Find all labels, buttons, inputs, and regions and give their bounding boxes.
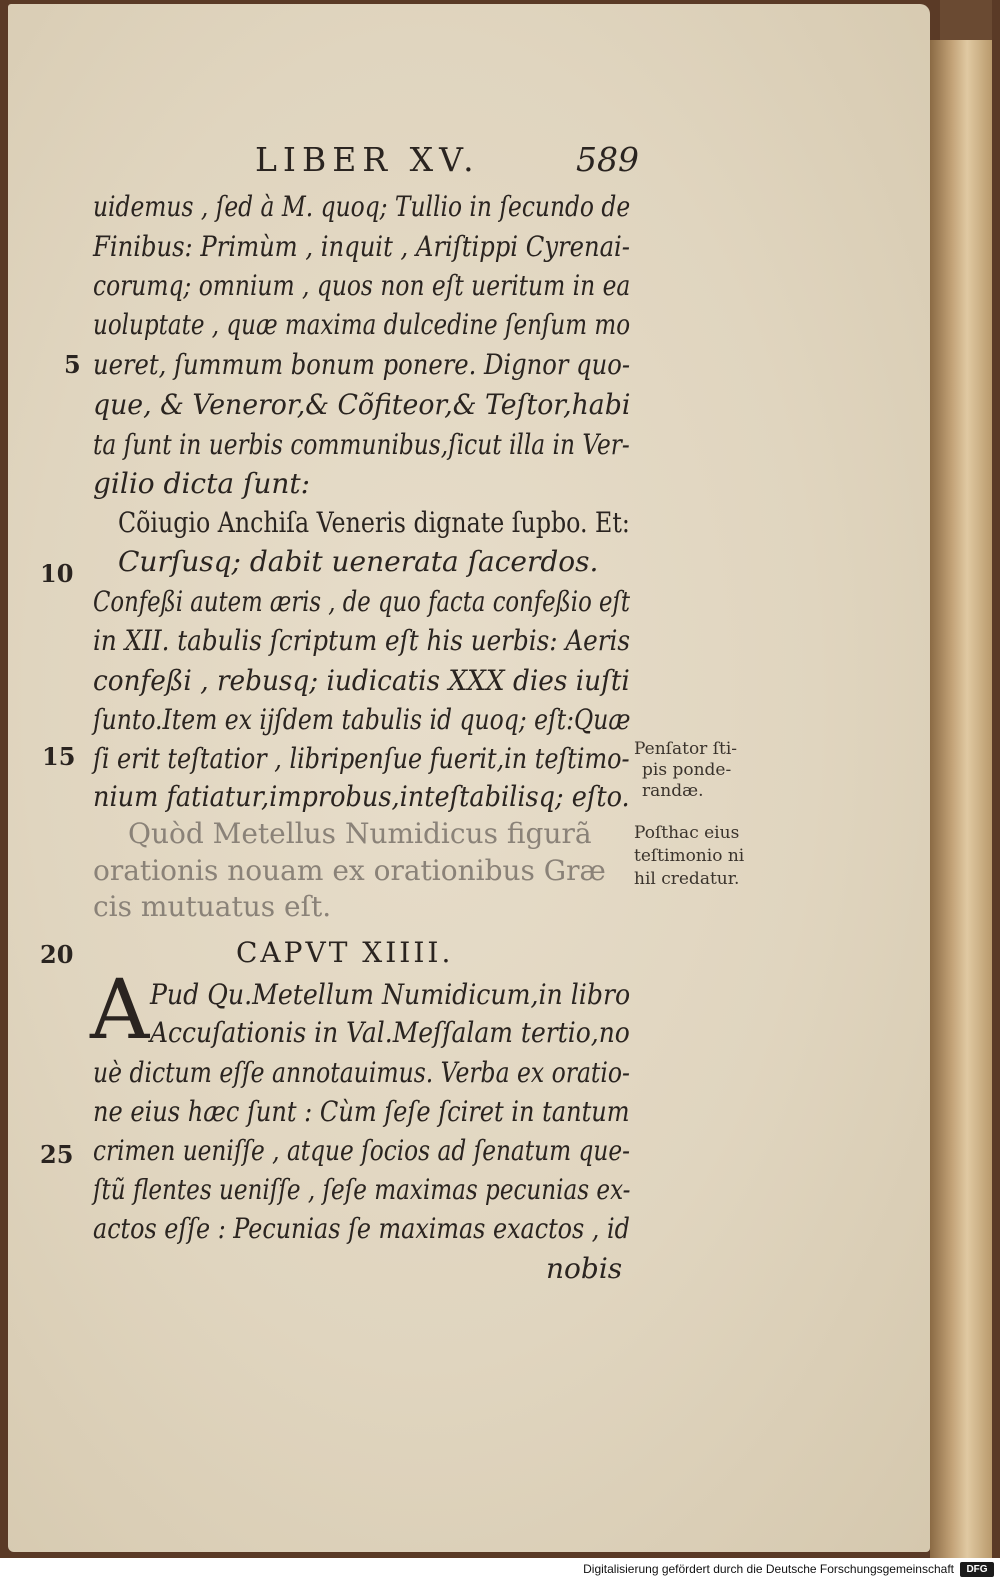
text-line: corumq; omnium , quos non eſt ueritum in ea [93, 269, 631, 302]
text-line: Accuſationis in Val.Meſſalam tertio,no [150, 1016, 630, 1049]
running-head: LIBER XV. [255, 140, 480, 179]
text-line: Pud Qu.Metellum Numidicum,in libro [150, 978, 631, 1011]
text-line: confeßi , rebusq; iudicatis XXX dies iuſti [93, 664, 630, 697]
text-line: ueret, ſummum bonum ponere. Dignor quo- [93, 348, 631, 381]
text-line: que, & Veneror,& Cõfiteor,& Teſtor,habi [93, 388, 631, 421]
dfg-logo: DFG [960, 1562, 994, 1577]
line-number: 25 [40, 1140, 74, 1169]
text-line: ſunto.Item ex ijſdem tabulis id quoq; eſt:Quæ [93, 703, 631, 736]
text-line: ſtũ flentes ueniſſe , ſeſe maximas pecunias ex- [93, 1173, 631, 1206]
page-number: 589 [576, 140, 639, 179]
chapter-summary-line: cis mutuatus eſt. [93, 890, 332, 923]
text-line: actos eſſe : Pecunias ſe maximas exactos , id [93, 1212, 630, 1245]
chapter-heading: CAPVT XIIII. [236, 936, 454, 969]
text-line: uè dictum eſſe annotauimus. Verba ex oratio- [93, 1056, 630, 1089]
text-line: gilio dicta ſunt: [93, 467, 311, 500]
margin-note-line: pis ponde- [642, 760, 732, 780]
catchword: nobis [546, 1252, 623, 1285]
margin-note-line: Penſator ſti- [634, 739, 738, 759]
margin-note-line: randæ. [642, 781, 704, 801]
line-number: 5 [64, 350, 81, 379]
line-number: 10 [40, 559, 74, 588]
margin-note-line: hil credatur. [634, 869, 740, 889]
text-line: in XII. tabulis ſcriptum eſt his uerbis: Aeris [93, 624, 631, 657]
text-line: uidemus , ſed à M. quoq; Tullio in ſecundo de [93, 190, 631, 223]
footer-bar [0, 1558, 1000, 1582]
text-line: nium fatiatur,improbus,inteſtabilisq; eſto. [93, 780, 630, 813]
chapter-summary-line: Quòd Metellus Numidicus figurã [128, 817, 592, 850]
text-line: ne eius hæc ſunt : Cùm ſeſe ſciret in tantum [93, 1095, 630, 1128]
book-page-edges [930, 40, 992, 1560]
text-line: ta ſunt in uerbis communibus,ſicut illa in Ver- [93, 428, 630, 461]
line-number: 15 [42, 742, 76, 771]
text-line: ſi erit teſtatior , libripenſue fuerit,in teſtimo- [93, 742, 630, 775]
text-line: crimen ueniſſe , atque ſocios ad ſenatum que- [93, 1134, 630, 1167]
drop-cap: A [90, 963, 150, 1058]
text-line: Confeßi autem æris , de quo facta confeßio eſt [93, 585, 631, 618]
chapter-summary-line: orationis nouam ex orationibus Græ [93, 854, 606, 887]
verse-line: Cõiugio Anchiſa Veneris dignate ſupbo. Et: [118, 506, 630, 539]
margin-note-line: teſtimonio ni [634, 846, 745, 866]
funding-credit: Digitalisierung gefördert durch die Deutsche Forschungsgemeinschaft [583, 1562, 954, 1576]
text-line: Finibus: Primùm , inquit , Ariſtippi Cyrenai- [93, 230, 630, 263]
text-line: uoluptate , quæ maxima dulcedine ſenſum mo [93, 308, 631, 341]
margin-note-line: Poſthac eius [634, 823, 740, 843]
verse-line: Curſusq; dabit uenerata ſacerdos. [118, 545, 599, 578]
line-number: 20 [40, 940, 74, 969]
